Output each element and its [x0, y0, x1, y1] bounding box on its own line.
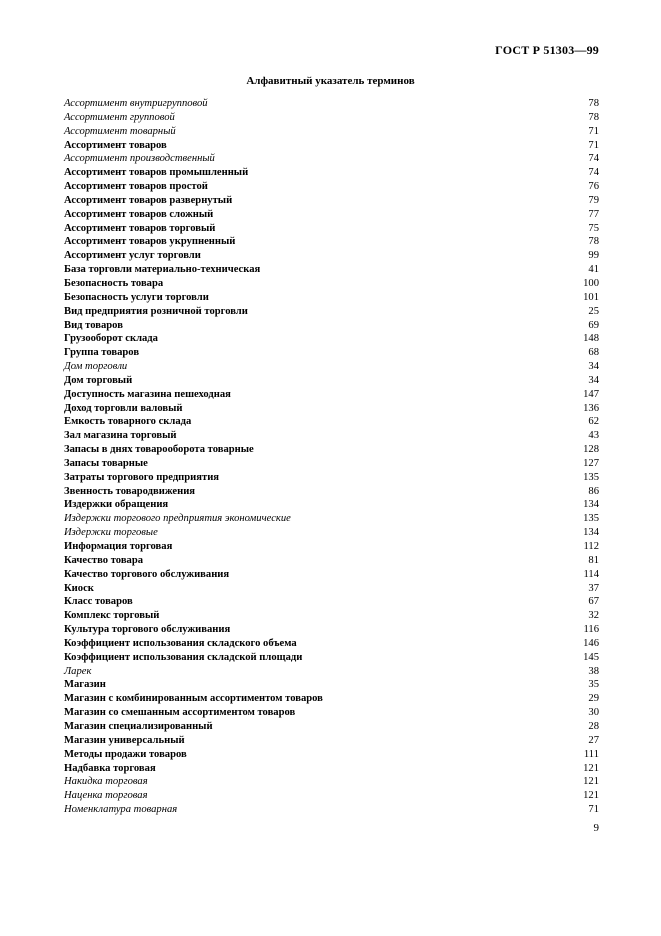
index-entry: [64, 97, 599, 111]
index-entry-page: 111: [583, 748, 599, 760]
index-entry-term: Магазин специализированный: [64, 720, 213, 732]
index-entry: [64, 692, 599, 706]
index-entry-term: Накидка торговая: [64, 776, 148, 788]
index-entry: [64, 582, 599, 596]
index-entry-page: 99: [588, 250, 599, 262]
index-entry: [64, 166, 599, 180]
index-entry-page: 116: [583, 624, 599, 636]
index-entry: [64, 498, 599, 512]
index-entry-page: 135: [583, 471, 599, 483]
index-entry: [64, 443, 599, 457]
index-entry-page: 121: [583, 776, 599, 788]
index-entry: [64, 651, 599, 665]
index-entry: [64, 305, 599, 319]
index-entry-page: 135: [583, 513, 599, 525]
index-entry: [64, 512, 599, 526]
index-entry-term: Издержки торговые: [64, 527, 158, 539]
index-entry-page: 34: [588, 361, 599, 373]
index-entry-term: Коэффициент использования складской площади: [64, 651, 303, 663]
index-entry-page: 78: [588, 236, 599, 248]
index-entry: [64, 485, 599, 499]
index-entry: [64, 180, 599, 194]
index-entry-page: 134: [583, 499, 599, 511]
index-entry-page: 71: [588, 804, 599, 816]
index-entry: [64, 609, 599, 623]
index-entry-page: 77: [588, 208, 599, 220]
index-entry-term: Информация торговая: [64, 541, 173, 552]
index-entry-page: 71: [588, 139, 599, 151]
index-entry-term: Ассортимент услуг торговли: [64, 250, 201, 262]
index-entry-page: 75: [588, 222, 599, 234]
index-entry: [64, 623, 599, 637]
index-entry-page: 134: [583, 527, 599, 539]
index-entry-page: 147: [583, 388, 599, 400]
index-entry-term: Номенклатура товарная: [64, 804, 178, 816]
index-entry: [64, 526, 599, 540]
index-entry-term: Коэффициент использования складского объема: [64, 637, 297, 649]
index-entry-term: Запасы в днях товарооборота товарные: [64, 444, 254, 456]
index-entry-page: 81: [588, 554, 599, 566]
index-entry-page: 112: [583, 541, 599, 552]
page-title: Алфавитный указатель терминов: [246, 75, 415, 87]
index-entry-term: Звенность товародвижения: [64, 485, 196, 497]
index-entry-page: 78: [588, 98, 599, 109]
index-entry: [64, 111, 599, 125]
index-entry-term: Комплекс торговый: [64, 610, 160, 622]
index-entry-page: 29: [588, 693, 599, 705]
index-entry: [64, 706, 599, 720]
index-entry-term: Безопасность услуги торговли: [64, 291, 209, 303]
index-entry-term: Магазин универсальный: [64, 734, 185, 746]
index-entry-term: Качество товара: [64, 554, 144, 566]
index-entry-term: Затраты торгового предприятия: [64, 471, 220, 483]
index-entry: [64, 222, 599, 236]
index-entry-page: 34: [588, 374, 599, 386]
index-entry-page: 78: [588, 111, 599, 123]
index-entry: [64, 263, 599, 277]
index-entry-page: 136: [583, 402, 599, 414]
index-entry: [64, 346, 599, 360]
index-entry-page: 101: [583, 291, 599, 303]
index-entry-page: 79: [588, 194, 599, 206]
index-entry-term: Вид товаров: [64, 319, 123, 331]
index-entry-term: Запасы товарные: [64, 457, 148, 469]
index-entry: [64, 554, 599, 568]
index-entry-page: 76: [588, 181, 599, 193]
index-entry-term: База торговли материально-техническая: [64, 264, 261, 276]
index-entry: [64, 360, 599, 374]
index-entry-term: Группа товаров: [64, 347, 140, 359]
index-entry: [64, 678, 599, 692]
index-entry-term: Надбавка торговая: [64, 762, 156, 774]
index-entry-page: 32: [588, 610, 599, 622]
index-entry-term: Издержки торгового предприятия экономические: [64, 513, 291, 525]
index-entry-page: 37: [588, 582, 599, 594]
index-entry-term: Ассортимент товаров укрупненный: [64, 236, 236, 248]
index-entry: [64, 471, 599, 485]
index-entry-term: Вид предприятия розничной торговли: [64, 305, 248, 317]
index-entry: [64, 789, 599, 803]
index-entry: [64, 125, 599, 139]
term-index-list: [64, 97, 599, 817]
index-entry-term: Ассортимент внутригрупповой: [64, 98, 208, 109]
index-entry: [64, 568, 599, 582]
index-entry-term: Культура торгового обслуживания: [64, 624, 231, 636]
index-entry: [64, 665, 599, 679]
index-entry: [64, 194, 599, 208]
index-entry-term: Магазин: [64, 679, 106, 691]
index-entry: [64, 775, 599, 789]
index-entry-page: 145: [583, 651, 599, 663]
index-entry: [64, 152, 599, 166]
index-entry-term: Емкость товарного склада: [64, 416, 192, 428]
index-entry-page: 114: [583, 568, 599, 580]
index-entry-page: 38: [588, 665, 599, 677]
index-entry: [64, 595, 599, 609]
index-entry-page: 148: [583, 333, 599, 345]
index-entry: [64, 374, 599, 388]
index-entry: [64, 803, 599, 817]
index-entry-term: Класс товаров: [64, 596, 133, 608]
index-entry: [64, 208, 599, 222]
index-entry-term: Магазин с комбинированным ассортиментом товаров: [64, 693, 323, 705]
index-entry: [64, 540, 599, 554]
index-entry-term: Ассортимент товаров простой: [64, 181, 208, 193]
index-entry: [64, 139, 599, 153]
index-entry-page: 121: [583, 762, 599, 774]
index-entry-term: Издержки обращения: [64, 499, 169, 511]
index-entry-term: Ассортимент товаров: [64, 139, 167, 151]
index-entry-term: Ассортимент товаров торговый: [64, 222, 216, 234]
index-entry-page: 35: [588, 679, 599, 691]
index-entry-page: 25: [588, 305, 599, 317]
index-entry-term: Грузооборот склада: [64, 333, 158, 345]
index-entry-term: Ассортимент товаров промышленный: [64, 167, 249, 179]
index-entry: [64, 319, 599, 333]
index-entry: [64, 457, 599, 471]
index-entry-term: Дом торговый: [64, 374, 133, 386]
index-entry-term: Ассортимент групповой: [64, 111, 175, 123]
index-entry-term: Безопасность товара: [64, 277, 164, 289]
index-entry-page: 74: [588, 153, 599, 165]
index-entry-page: 69: [588, 319, 599, 331]
index-entry-page: 27: [588, 734, 599, 746]
index-entry-page: 128: [583, 444, 599, 456]
index-entry-page: 30: [588, 707, 599, 719]
standard-code: ГОСТ Р 51303—99: [495, 43, 599, 57]
index-entry-page: 86: [588, 485, 599, 497]
index-entry-page: 71: [588, 125, 599, 137]
page-number: 9: [593, 822, 599, 834]
index-entry-term: Ассортимент производственный: [64, 153, 215, 165]
index-entry: [64, 249, 599, 263]
index-entry-page: 68: [588, 347, 599, 359]
index-entry-term: Качество торгового обслуживания: [64, 568, 230, 580]
index-entry-term: Зал магазина торговый: [64, 430, 177, 442]
index-entry: [64, 734, 599, 748]
index-entry: [64, 748, 599, 762]
index-entry-term: Доступность магазина пешеходная: [64, 388, 231, 400]
index-entry: [64, 402, 599, 416]
index-entry: [64, 235, 599, 249]
index-entry-page: 121: [583, 790, 599, 802]
index-entry-page: 74: [588, 167, 599, 179]
index-entry-term: Наценка торговая: [64, 790, 148, 802]
index-entry-page: 43: [588, 430, 599, 442]
index-entry-term: Доход торговли валовый: [64, 402, 183, 414]
index-entry-page: 28: [588, 720, 599, 732]
index-entry: [64, 277, 599, 291]
index-entry-page: 146: [583, 637, 599, 649]
index-entry-page: 62: [588, 416, 599, 428]
index-entry-term: Дом торговли: [64, 361, 128, 373]
index-entry-page: 127: [583, 457, 599, 469]
index-entry-term: Магазин со смешанным ассортиментом товаров: [64, 707, 296, 719]
index-entry-term: Методы продажи товаров: [64, 748, 187, 760]
index-entry-term: Ассортимент товаров сложный: [64, 208, 214, 220]
index-entry: [64, 388, 599, 402]
index-entry: [64, 429, 599, 443]
index-entry-page: 100: [583, 277, 599, 289]
index-entry-term: Ассортимент товарный: [64, 125, 176, 137]
index-entry: [64, 762, 599, 776]
index-entry-term: Киоск: [64, 582, 94, 594]
index-entry-term: Ларек: [64, 665, 92, 677]
index-entry: [64, 720, 599, 734]
index-entry: [64, 332, 599, 346]
index-entry: [64, 637, 599, 651]
index-entry-term: Ассортимент товаров развернутый: [64, 194, 233, 206]
index-entry-page: 67: [588, 596, 599, 608]
index-entry: [64, 291, 599, 305]
index-entry: [64, 415, 599, 429]
index-entry-page: 41: [588, 264, 599, 276]
